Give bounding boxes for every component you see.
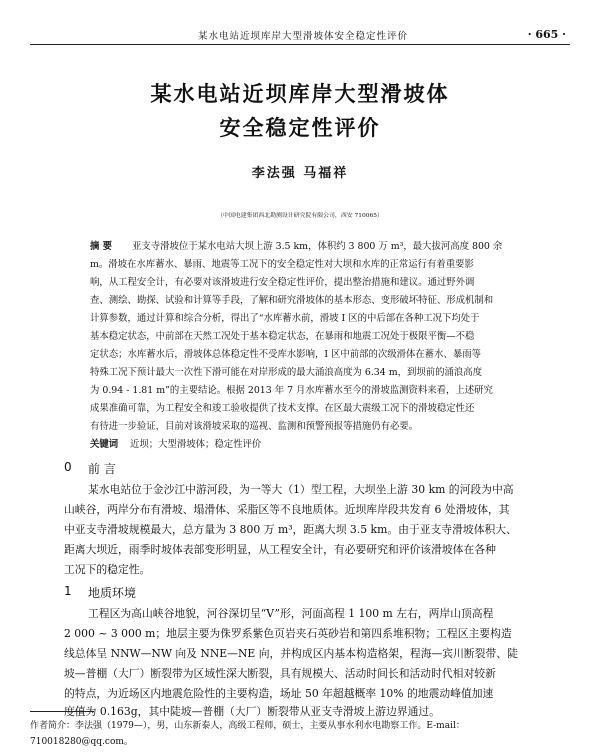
abstract-line: 定状态；水库蓄水后，滑坡体总体稳定性不受库水影响，I 区中前部的次级滑体在蓄水、暴雨等 [90,349,482,360]
affiliation: （中国电建集团西北勘测设计研究院有限公司，西安 710065） [217,213,383,219]
abstract-line: 响，从工程安全计，有必要对该滑坡进行安全稳定性评价，提出整治措施和建议。通过野外调 [90,277,475,288]
abstract-line: m。滑坡在水库蓄水、暴雨、地震等工况下的安全稳定性对大坝和水库的正常运行有着重要影 [90,259,474,270]
running-title: 某水电站近坝库岸大型滑坡体安全稳定性评价 [198,31,409,42]
section-number: 1 [64,584,72,598]
body-line: 工况下的稳定性。 [64,563,151,576]
body-line: 距离大坝近，雨季时坡体表部变形明显，从工程安全计，有必要研究和评价该滑坡体在各种 [64,543,496,556]
abstract-label: 摘 要 [90,241,113,252]
footnote-author-bio: 作者简介：李法强（1979—），男，山东新泰人，高级工程师，硕士，主要从事水利水电勘察工作。E-mail： [30,721,465,731]
keywords-label: 关键词 [90,439,119,450]
paper-title-line-1: 某水电站近坝库岸大型滑坡体 [150,82,450,106]
abstract-line: 计算参数，通过计算和综合分析，得出了“水库蓄水前，滑坡 I 区的中后部在各种工况下均处于 [90,313,480,324]
body-line: 工程区为高山峡谷地貌，河谷深切呈“V”形，河面高程 1 100 m 左右，两岸山顶高程 [88,607,494,620]
footnote-rule [30,711,94,712]
body-line: 坡—普棚（大厂）断裂带为区域性深大断裂，具有规模大、活动时间长和活动时代相对较新 [64,667,496,680]
body-line: 线总体呈 NNW—NW 向及 NNE—NE 向，并构成区内基本构造格架，程海—宾川断裂带、陡 [64,647,518,660]
abstract-line: 为 0.94 - 1.81 m”的主要结论。根据 2013 年 7 月水库蓄水至今的滑坡监测资料来看，上述研究 [90,385,493,396]
abstract-line: 特殊工况下预计最大一次性下滑可能在对岸形成的最大涌浪高度为 6.34 m，到坝前的涌浪高度 [90,367,482,378]
body-line: 度值为 0.163g，其中陡坡—普棚（大厂）断裂带从亚支寺滑坡上游边界通过。 [64,705,440,718]
keywords-text: 近坝；大型滑坡体；稳定性评价 [130,439,262,450]
section-number: 0 [64,460,72,474]
body-line: 2 000 ~ 3 000 m；地层主要为侏罗系紫色页岩夹石英砂岩和第四系堆积物；工程区主要构造 [64,627,512,640]
abstract-line: 有待进一步验证，目前对该滑坡采取的巡视、监测和预警预报等措施仍有必要。 [90,421,419,432]
section-heading: 地质环境 [88,586,137,600]
body-line: 山峡谷，两岸分布有滑坡、塌滑体、采脂区等不良地质体。近坝库岸段共发育 6 处滑坡体，其 [64,503,510,516]
abstract-line: 成果准确可靠，为工程安全和竣工验收提供了技术支撑。在区最大震级工况下的滑坡稳定性还 [90,403,475,414]
page-number: · 665 · [527,28,566,41]
authors: 李法强 马福祥 [251,166,349,181]
abstract-line: 查、测绘、勘探、试验和计算等手段，了解和研究滑坡体的基本形态、变形破坏特征、形成机制和 [90,295,494,306]
body-line: 中亚支寺滑坡规模最大，总方量为 3 800 万 m³，距离大坝 3.5 km。由于亚支寺滑坡体积大、 [64,523,517,536]
footnote-email: 710018280@qq.com。 [30,737,133,747]
section-heading: 前 言 [88,462,116,476]
body-line: 的特点，为近场区内地震危险性的主要构造，场址 50 年超越概率 10% 的地震动峰值加速 [64,687,494,700]
body-line: 某水电站位于金沙江中游河段，为一等大（1）型工程，大坝坐上游 30 km 的河段为中高 [88,483,514,496]
paper-title-line-2: 安全稳定性评价 [219,116,381,140]
running-header [30,28,570,45]
abstract-line: 亚支寺滑坡位于某水电站大坝上游 3.5 km，体积约 3 800 万 m³，最大拔河高度 800 余 [132,241,503,252]
abstract-line: 基本稳定状态，中前部在天然工况处于基本稳定状态，在暴雨和地震工况处于极限平衡—不稳 [90,331,475,342]
